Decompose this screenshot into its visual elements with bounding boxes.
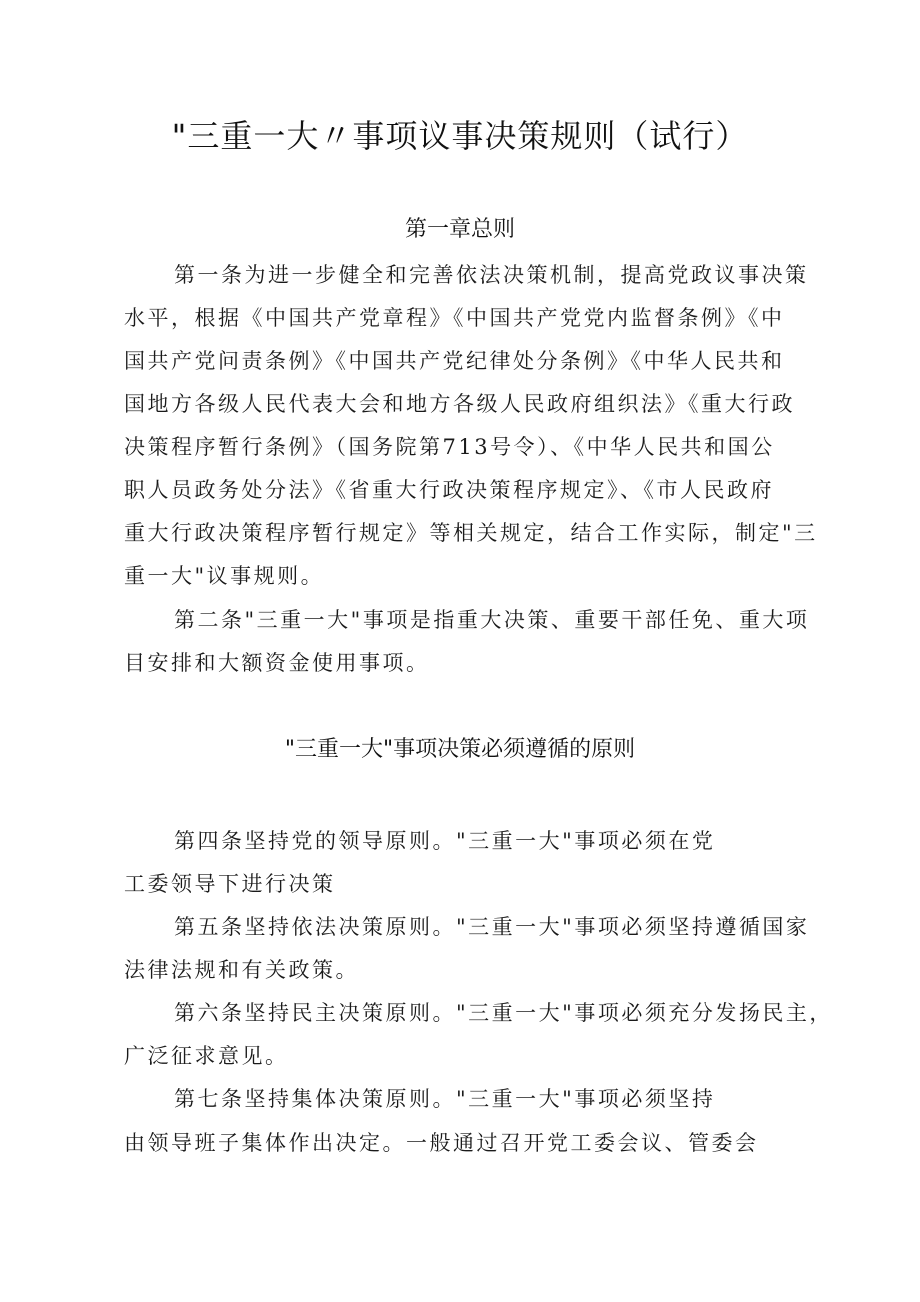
article-1-line-1: 第一条为进一步健全和完善依法决策机制，提高党政议事决策: [174, 263, 809, 287]
chapter-1-heading: 第一章总则: [404, 217, 515, 242]
article-7-line-2: 由领导班子集体作出决定。一般通过召开党工委会议、管委会: [124, 1131, 759, 1155]
document-title: "三重一大〃事项议事决策规则（试行）: [171, 117, 749, 155]
chapter-2-heading: "三重一大"事项决策必须遵循的原则: [284, 737, 636, 762]
article-5-line-2: 法律法规和有关政策。: [124, 958, 359, 982]
article-5-line-1: 第五条坚持依法决策原则。"三重一大"事项必须坚持遵循国家: [174, 915, 810, 939]
article-1-line-6: 职人员政务处分法》《省重大行政决策程序规定》、《市人民政府: [124, 478, 774, 502]
article-2-line-1: 第二条"三重一大"事项是指重大决策、重要干部任免、重大项: [174, 608, 810, 632]
article-7-line-1: 第七条坚持集体决策原则。"三重一大"事项必须坚持: [174, 1087, 716, 1111]
article-6-line-2: 广泛征求意见。: [124, 1044, 289, 1068]
article-1-line-4: 国地方各级人民代表大会和地方各级人民政府组织法》《重大行政: [124, 392, 795, 416]
article-1-line-8: 重一大"议事规则。: [124, 564, 325, 588]
article-4-line-1: 第四条坚持党的领导原则。"三重一大"事项必须在党: [174, 829, 716, 853]
article-1-line-5: 决策程序暂行条例》（国务院第713号令）、《中华人民共和国公: [124, 435, 775, 459]
article-4-line-2: 工委领导下进行决策: [124, 872, 336, 896]
article-2-line-2: 目安排和大额资金使用事项。: [124, 651, 430, 675]
article-1-line-2: 水平，根据《中国共产党章程》《中国共产党党内监督条例》《中: [124, 306, 785, 330]
article-6-line-1: 第六条坚持民主决策原则。"三重一大"事项必须充分发扬民主，: [174, 1001, 833, 1025]
article-1-line-7: 重大行政决策程序暂行规定》等相关规定，结合工作实际，制定"三: [124, 521, 818, 545]
article-1-line-3: 国共产党问责条例》《中国共产党纪律处分条例》《中华人民共和: [124, 349, 785, 373]
